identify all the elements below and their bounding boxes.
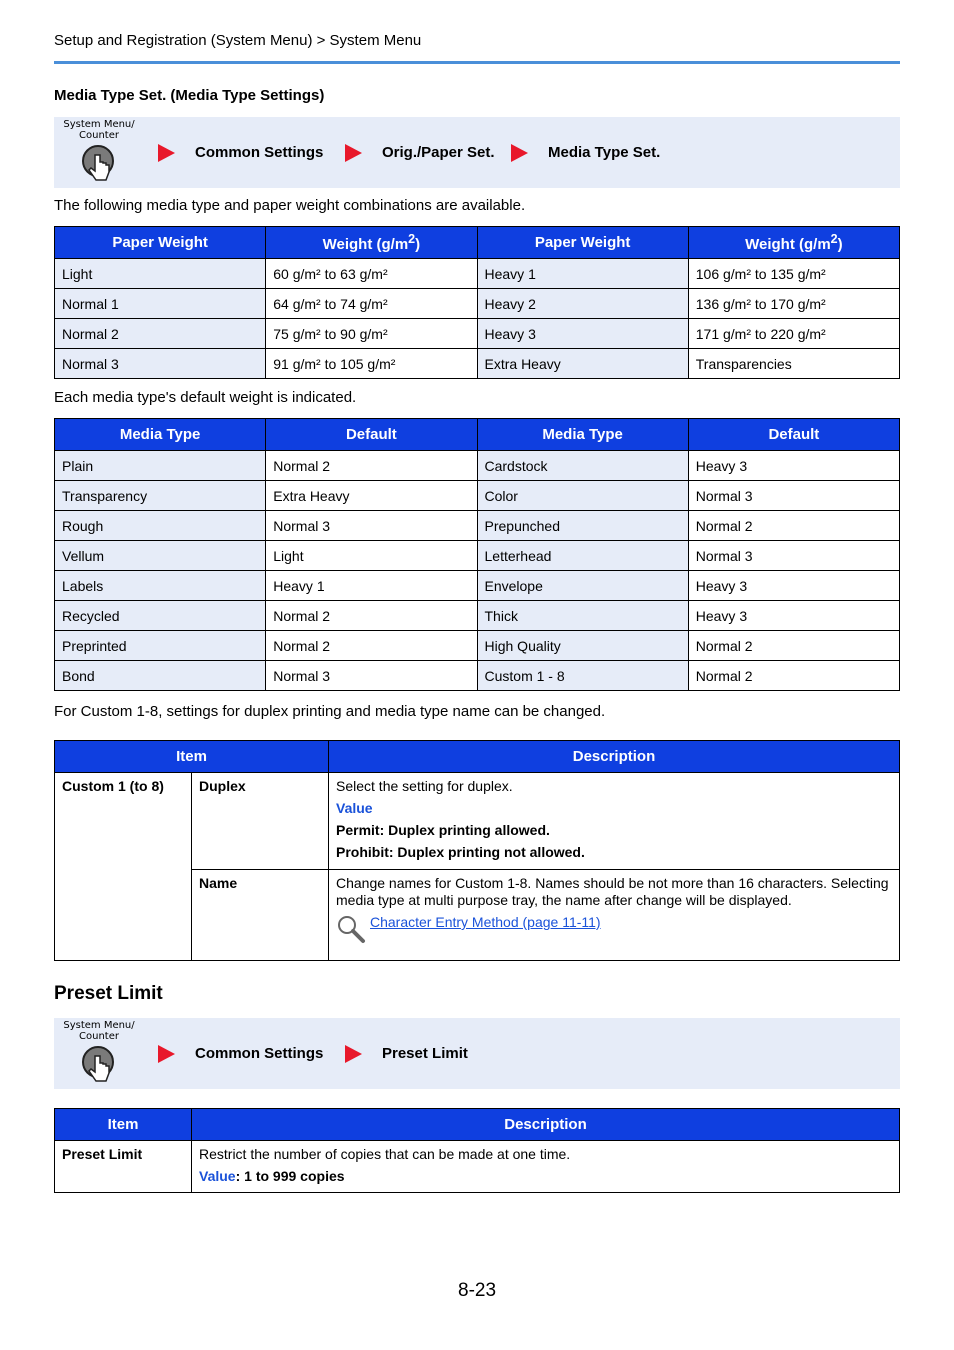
cell-media-type: Thick <box>477 601 688 631</box>
table-row <box>55 481 900 511</box>
custom-settings-table <box>54 740 900 961</box>
section-title-preset-limit: Preset Limit <box>54 983 163 1004</box>
cell-default: Heavy 3 <box>688 571 899 601</box>
cell-media-type: Recycled <box>55 601 266 631</box>
duplex-option-permit: Permit: Duplex printing allowed. <box>336 822 550 838</box>
cell-default: Normal 3 <box>266 511 477 541</box>
system-menu-button-icon <box>78 145 118 185</box>
cell-weight-name: Normal 3 <box>55 349 266 379</box>
table-row <box>55 319 900 349</box>
name-desc: Change names for Custom 1-8. Names should be not more than 16 characters. Selecting media type at multi purpose tray, the name after change will be displayed. <box>336 875 889 908</box>
cell-media-type: Bond <box>55 661 266 691</box>
cell-media-type: Transparency <box>55 481 266 511</box>
cell-media-type: Preprinted <box>55 631 266 661</box>
cell-default: Normal 3 <box>688 481 899 511</box>
cell-default: Normal 3 <box>266 661 477 691</box>
cell-media-type: Cardstock <box>477 451 688 481</box>
cell-weight-range: 106 g/m² to 135 g/m² <box>688 259 899 289</box>
table-row <box>55 631 900 661</box>
cell-weight-name: Light <box>55 259 266 289</box>
cell-item-name: Name <box>192 870 329 961</box>
magnifier-icon <box>336 914 366 944</box>
cell-default: Normal 2 <box>266 631 477 661</box>
cell-weight-range: 171 g/m² to 220 g/m² <box>688 319 899 349</box>
arrow-right-icon <box>158 144 175 162</box>
reference-link-row <box>336 914 892 944</box>
preset-limit-desc: Restrict the number of copies that can be made at one time. <box>199 1146 571 1162</box>
cell-media-type: Vellum <box>55 541 266 571</box>
table-row <box>55 601 900 631</box>
cell-desc-duplex <box>329 773 900 870</box>
cell-weight-name: Heavy 1 <box>477 259 688 289</box>
cell-default: Normal 2 <box>266 451 477 481</box>
header-item: Item <box>55 741 329 773</box>
table-row <box>55 571 900 601</box>
system-menu-key-label: System Menu/ Counter <box>63 1020 135 1042</box>
cell-default: Heavy 3 <box>688 601 899 631</box>
cell-weight-range: 91 g/m² to 105 g/m² <box>266 349 477 379</box>
header-paper-weight: Paper Weight <box>477 227 688 259</box>
cell-default: Heavy 1 <box>266 571 477 601</box>
system-menu-key-label: System Menu/ Counter <box>63 119 135 141</box>
header-weight: Weight $(g/m^2)$ <box>266 227 477 259</box>
header-description: Description <box>329 741 900 773</box>
nav-step-preset-limit: Preset Limit <box>345 1018 468 1089</box>
table-row <box>55 773 900 870</box>
cell-default: Extra Heavy <box>266 481 477 511</box>
table-row <box>55 661 900 691</box>
cell-default: Normal 2 <box>688 511 899 541</box>
cell-weight-name: Normal 2 <box>55 319 266 349</box>
arrow-right-icon <box>345 144 362 162</box>
preset-limit-value: 1 to 999 copies <box>244 1168 345 1184</box>
nav-step-orig-paper-set: Orig./Paper Set. <box>345 117 495 188</box>
cell-weight-range: 60 g/m² to 63 g/m² <box>266 259 477 289</box>
cell-default: Light <box>266 541 477 571</box>
cell-default: Heavy 3 <box>688 451 899 481</box>
media-type-table <box>54 418 900 691</box>
page-number: 8-23 <box>458 1280 497 1301</box>
header-default: Default <box>266 419 477 451</box>
cell-media-type: Prepunched <box>477 511 688 541</box>
cell-media-type: Labels <box>55 571 266 601</box>
table-row <box>55 541 900 571</box>
default-note-text: Each media type's default weight is indicated. <box>54 389 357 406</box>
system-menu-button-icon <box>78 1046 118 1086</box>
cell-desc-preset-limit <box>192 1141 900 1193</box>
cell-default: Normal 2 <box>688 661 899 691</box>
section-title-media-type: Media Type Set. (Media Type Settings) <box>54 87 325 104</box>
cell-weight-range: 136 g/m² to 170 g/m² <box>688 289 899 319</box>
header-media-type: Media Type <box>477 419 688 451</box>
nav-path-media-type <box>54 117 900 188</box>
table-row <box>55 511 900 541</box>
table-row <box>55 1141 900 1193</box>
cell-media-type: Custom 1 - 8 <box>477 661 688 691</box>
table-row <box>55 289 900 319</box>
header-weight: Weight $(g/m^2)$ <box>688 227 899 259</box>
header-description: Description <box>192 1109 900 1141</box>
cell-weight-name: Normal 1 <box>55 289 266 319</box>
cell-media-type: Rough <box>55 511 266 541</box>
cell-desc-name <box>329 870 900 961</box>
nav-path-preset-limit <box>54 1018 900 1089</box>
cell-weight-name: Heavy 2 <box>477 289 688 319</box>
cell-weight-range: 75 g/m² to 90 g/m² <box>266 319 477 349</box>
table-row <box>55 259 900 289</box>
cell-media-type: Plain <box>55 451 266 481</box>
header-media-type: Media Type <box>55 419 266 451</box>
cell-weight-range: Transparencies <box>688 349 899 379</box>
header-rule <box>54 61 900 64</box>
table-row <box>55 451 900 481</box>
table-row <box>55 349 900 379</box>
duplex-desc: Select the setting for duplex. <box>336 778 513 794</box>
duplex-option-prohibit: Prohibit: Duplex printing not allowed. <box>336 844 585 860</box>
cell-default: Normal 3 <box>688 541 899 571</box>
value-label: Value <box>199 1168 236 1184</box>
cell-media-type: Envelope <box>477 571 688 601</box>
cell-item-duplex: Duplex <box>192 773 329 870</box>
cell-media-type: Color <box>477 481 688 511</box>
arrow-right-icon <box>345 1045 362 1063</box>
cell-item-preset-limit: Preset Limit <box>55 1141 192 1193</box>
cell-weight-range: 64 g/m² to 74 g/m² <box>266 289 477 319</box>
cell-media-type: Letterhead <box>477 541 688 571</box>
value-label: Value <box>336 800 373 816</box>
header-item: Item <box>55 1109 192 1141</box>
custom-note-text: For Custom 1-8, settings for duplex printing and media type name can be changed. <box>54 703 606 720</box>
paper-weight-table <box>54 226 900 379</box>
preset-limit-value-row <box>199 1168 892 1185</box>
cell-default: Normal 2 <box>688 631 899 661</box>
nav-step-common-settings: Common Settings <box>158 1018 323 1089</box>
cell-item-custom: Custom 1 (to 8) <box>55 773 192 961</box>
preset-limit-table <box>54 1108 900 1193</box>
cell-weight-name: Extra Heavy <box>477 349 688 379</box>
breadcrumb: Setup and Registration (System Menu) > System Menu <box>54 32 422 49</box>
nav-step-media-type-set: Media Type Set. <box>511 117 660 188</box>
value-separator: : <box>235 1168 245 1184</box>
arrow-right-icon <box>511 144 528 162</box>
cell-media-type: High Quality <box>477 631 688 661</box>
cell-weight-name: Heavy 3 <box>477 319 688 349</box>
arrow-right-icon <box>158 1045 175 1063</box>
nav-step-common-settings: Common Settings <box>158 117 323 188</box>
intro-text: The following media type and paper weight combinations are available. <box>54 197 526 214</box>
cell-default: Normal 2 <box>266 601 477 631</box>
header-default: Default <box>688 419 899 451</box>
header-paper-weight: Paper Weight <box>55 227 266 259</box>
character-entry-link[interactable]: Character Entry Method (page 11-11) <box>370 914 601 930</box>
